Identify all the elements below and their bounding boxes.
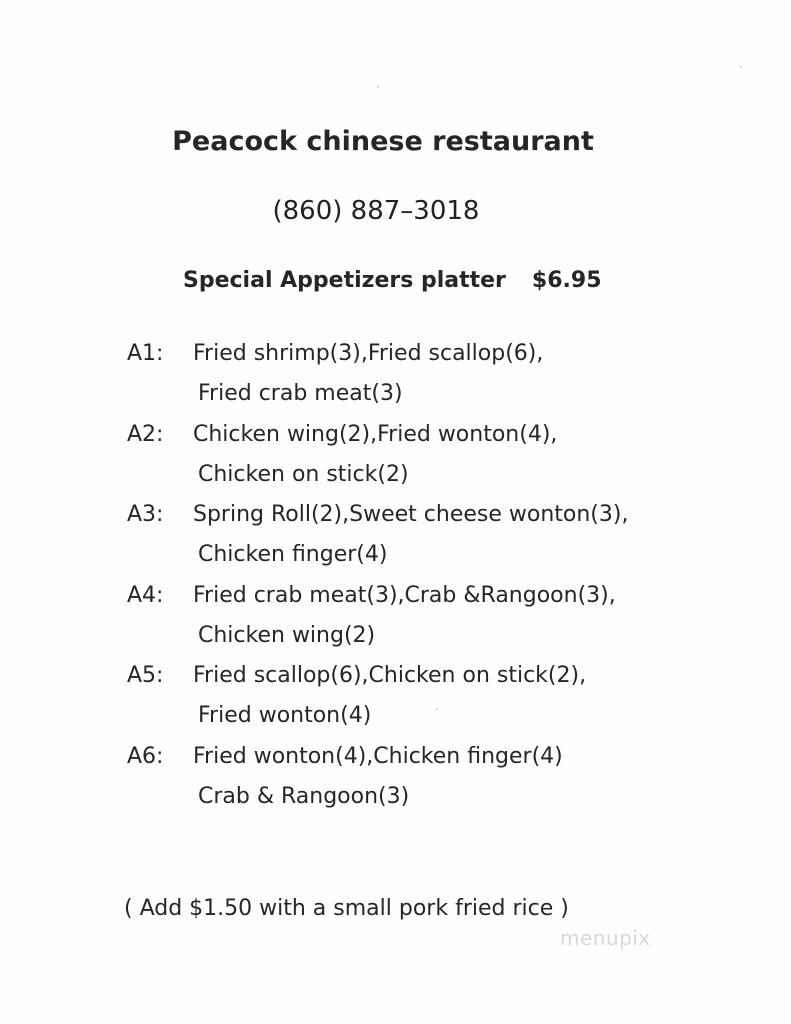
scan-speck: [436, 708, 438, 710]
special-platter-heading: [183, 268, 602, 293]
item-description-line2: Chicken finger(4): [198, 542, 388, 567]
item-code: A5:: [127, 663, 164, 688]
item-code: A2:: [127, 421, 164, 447]
item-code: A4:: [127, 582, 164, 608]
item-description-line2: Chicken wing(2): [198, 622, 376, 648]
item-description-line1: Fried scallop(6),Chicken on stick(2),: [193, 663, 587, 688]
item-description-line2: Crab & Rangoon(3): [198, 783, 410, 809]
watermark-logo: menupix: [560, 926, 651, 950]
item-description-line1: Chicken wing(2),Fried wonton(4),: [193, 421, 558, 447]
item-code: A3:: [127, 502, 164, 527]
item-description-line1: Fried crab meat(3),Crab &Rangoon(3),: [193, 582, 616, 608]
special-platter-label: Special Appetizers platter: [183, 268, 506, 293]
special-platter-price: $6.95: [531, 268, 602, 293]
item-code: A1:: [127, 341, 164, 366]
phone-number: (860) 887–3018: [272, 196, 480, 226]
restaurant-name: Peacock chinese restaurant: [172, 126, 594, 157]
item-description-line2: Fried wonton(4): [198, 703, 372, 728]
item-description-line1: Fried shrimp(3),Fried scallop(6),: [193, 341, 544, 366]
fried-rice-note: ( Add $1.50 with a small pork fried rice ): [124, 896, 569, 921]
item-description-line1: Fried wonton(4),Chicken finger(4): [193, 743, 563, 769]
item-description-line2: Fried crab meat(3): [198, 381, 403, 406]
item-description-line1: Spring Roll(2),Sweet cheese wonton(3),: [193, 502, 629, 527]
item-code: A6:: [127, 743, 164, 769]
scan-speck: [740, 66, 742, 68]
item-description-line2: Chicken on stick(2): [198, 461, 409, 487]
scan-speck: [377, 86, 379, 88]
